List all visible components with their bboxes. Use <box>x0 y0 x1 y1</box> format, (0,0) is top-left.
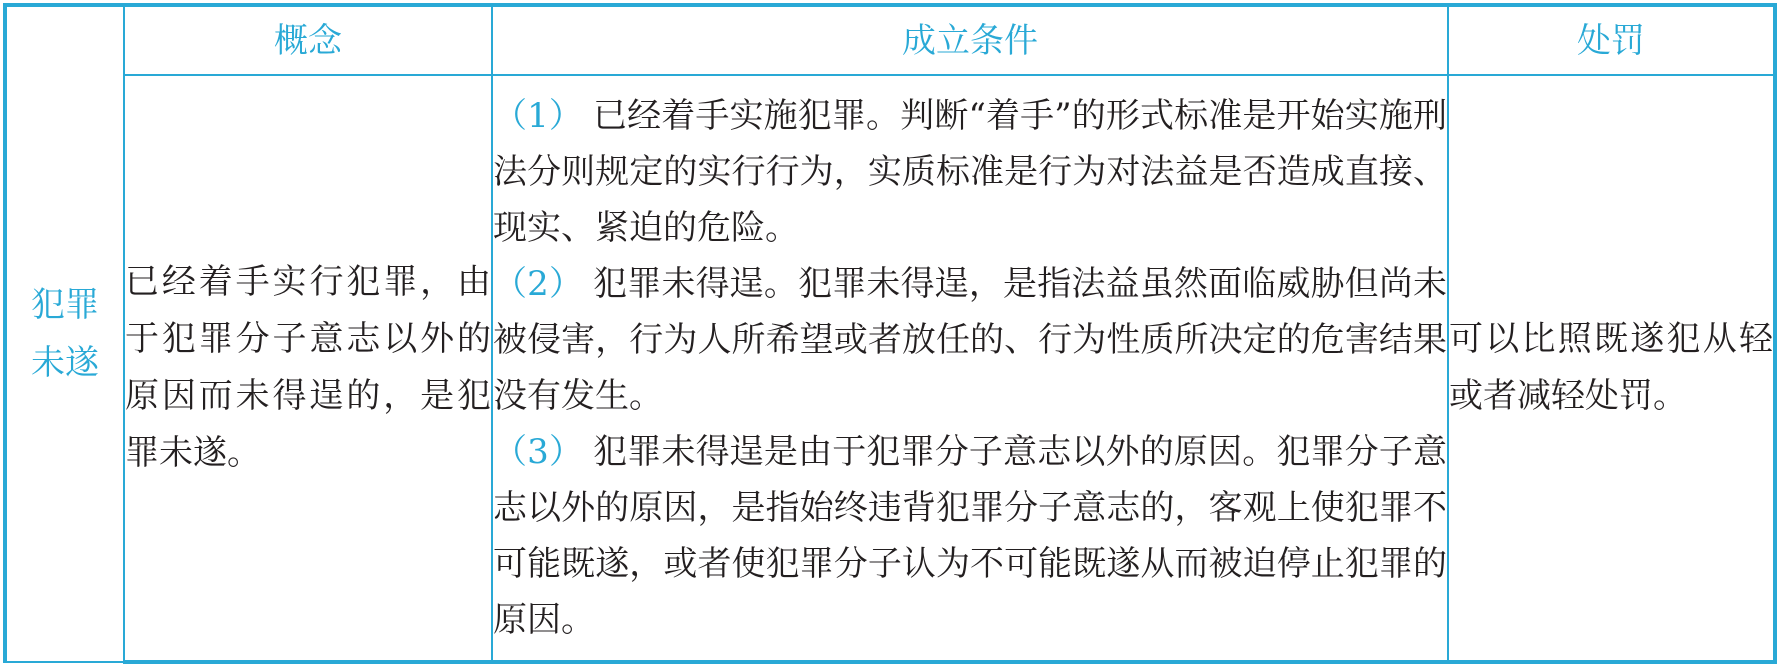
condition-number-2: （2） <box>493 264 584 304</box>
criminal-attempt-table-sheet <box>3 3 1773 664</box>
header-row <box>5 5 1775 75</box>
term-line-1: 犯罪 <box>31 285 99 325</box>
condition-text-1: 已经着手实施犯罪。判断“着手”的形式标准是开始实施刑法分则规定的实行行为，实质标准是行为对法益是否造成直接、现实、紧迫的危险。 <box>493 96 1448 248</box>
conditions-cell <box>492 75 1448 662</box>
condition-item-3 <box>493 424 1447 648</box>
condition-item-2 <box>493 256 1447 424</box>
header-concept: 概念 <box>124 5 492 75</box>
header-conditions: 成立条件 <box>492 5 1448 75</box>
condition-number-3: （3） <box>493 432 584 472</box>
condition-item-1 <box>493 88 1447 256</box>
criminal-attempt-table <box>3 3 1777 664</box>
penalty-cell: 可以比照既遂犯从轻或者减轻处罚。 <box>1448 75 1775 662</box>
condition-number-1: （1） <box>493 96 584 136</box>
term-cell <box>5 5 124 662</box>
condition-text-2: 犯罪未得逞。犯罪未得逞，是指法益虽然面临威胁但尚未被侵害，行为人所希望或者放任的、行为性质所决定的危害结果没有发生。 <box>493 264 1447 416</box>
content-row <box>5 75 1775 662</box>
header-penalty: 处罚 <box>1448 5 1775 75</box>
concept-cell: 已经着手实行犯罪，由于犯罪分子意志以外的原因而未得逞的，是犯罪未遂。 <box>124 75 492 662</box>
condition-text-3: 犯罪未得逞是由于犯罪分子意志以外的原因。犯罪分子意志以外的原因，是指始终违背犯罪分子意志的，客观上使犯罪不可能既遂，或者使犯罪分子认为不可能既遂从而被迫停止犯罪的原因。 <box>493 432 1447 640</box>
term-line-2: 未遂 <box>31 343 99 383</box>
